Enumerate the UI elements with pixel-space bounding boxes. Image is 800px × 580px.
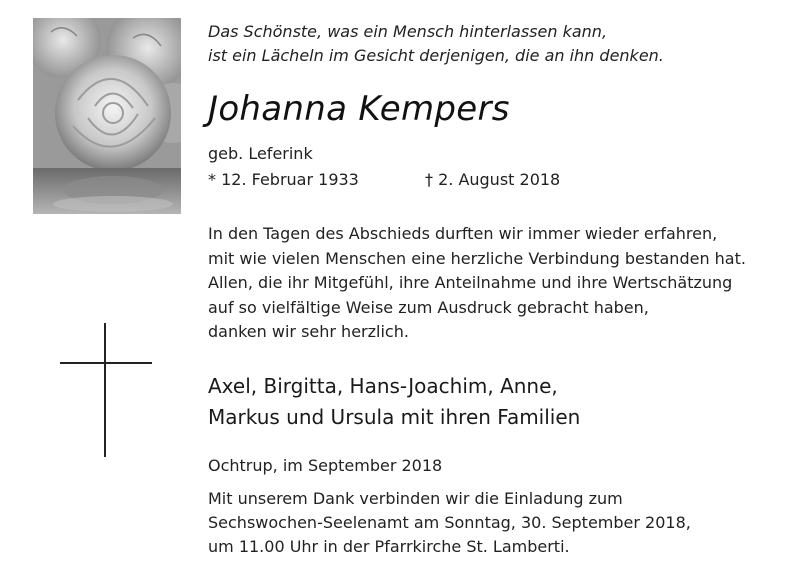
invitation-text [208,487,788,559]
invitation-line: Sechswochen-Seelenamt am Sonntag, 30. September 2018, [208,513,691,532]
invitation-line: um 11.00 Uhr in der Pfarrkirche St. Lamberti. [208,537,570,556]
message-line: Allen, die ihr Mitgefühl, ihre Anteilnahme und ihre Wertschätzung [208,273,733,292]
quote-line: Das Schönste, was ein Mensch hinterlassen kann, [208,22,608,41]
family-line: Axel, Birgitta, Hans-Joachim, Anne, [208,374,558,398]
roses-photo [33,18,181,214]
family-names [208,371,778,433]
message-line: danken wir sehr herzlich. [208,322,409,341]
death-date: † 2. August 2018 [425,170,561,189]
life-dates [208,170,608,189]
place-date: Ochtrup, im September 2018 [208,456,443,475]
cross-icon [60,323,152,457]
deceased-name: Johanna Kempers [208,89,510,129]
message-line: auf so vielfältige Weise zum Ausdruck gebracht haben, [208,297,649,317]
invitation-line: Mit unserem Dank verbinden wir die Einladung zum [208,489,623,508]
birth-date: * 12. Februar 1933 [208,170,359,189]
birth-name: geb. Leferink [208,144,313,163]
message-line: In den Tagen des Abschieds durften wir immer wieder erfahren, [208,224,718,243]
quote-line: ist ein Lächeln im Gesicht derjenigen, die an ihn denken. [208,46,664,65]
thanks-message [208,222,788,345]
message-line: mit wie vielen Menschen eine herzliche Verbindung bestanden hat. [208,248,746,268]
memorial-quote [208,20,778,68]
family-line: Markus und Ursula mit ihren Familien [208,405,581,429]
